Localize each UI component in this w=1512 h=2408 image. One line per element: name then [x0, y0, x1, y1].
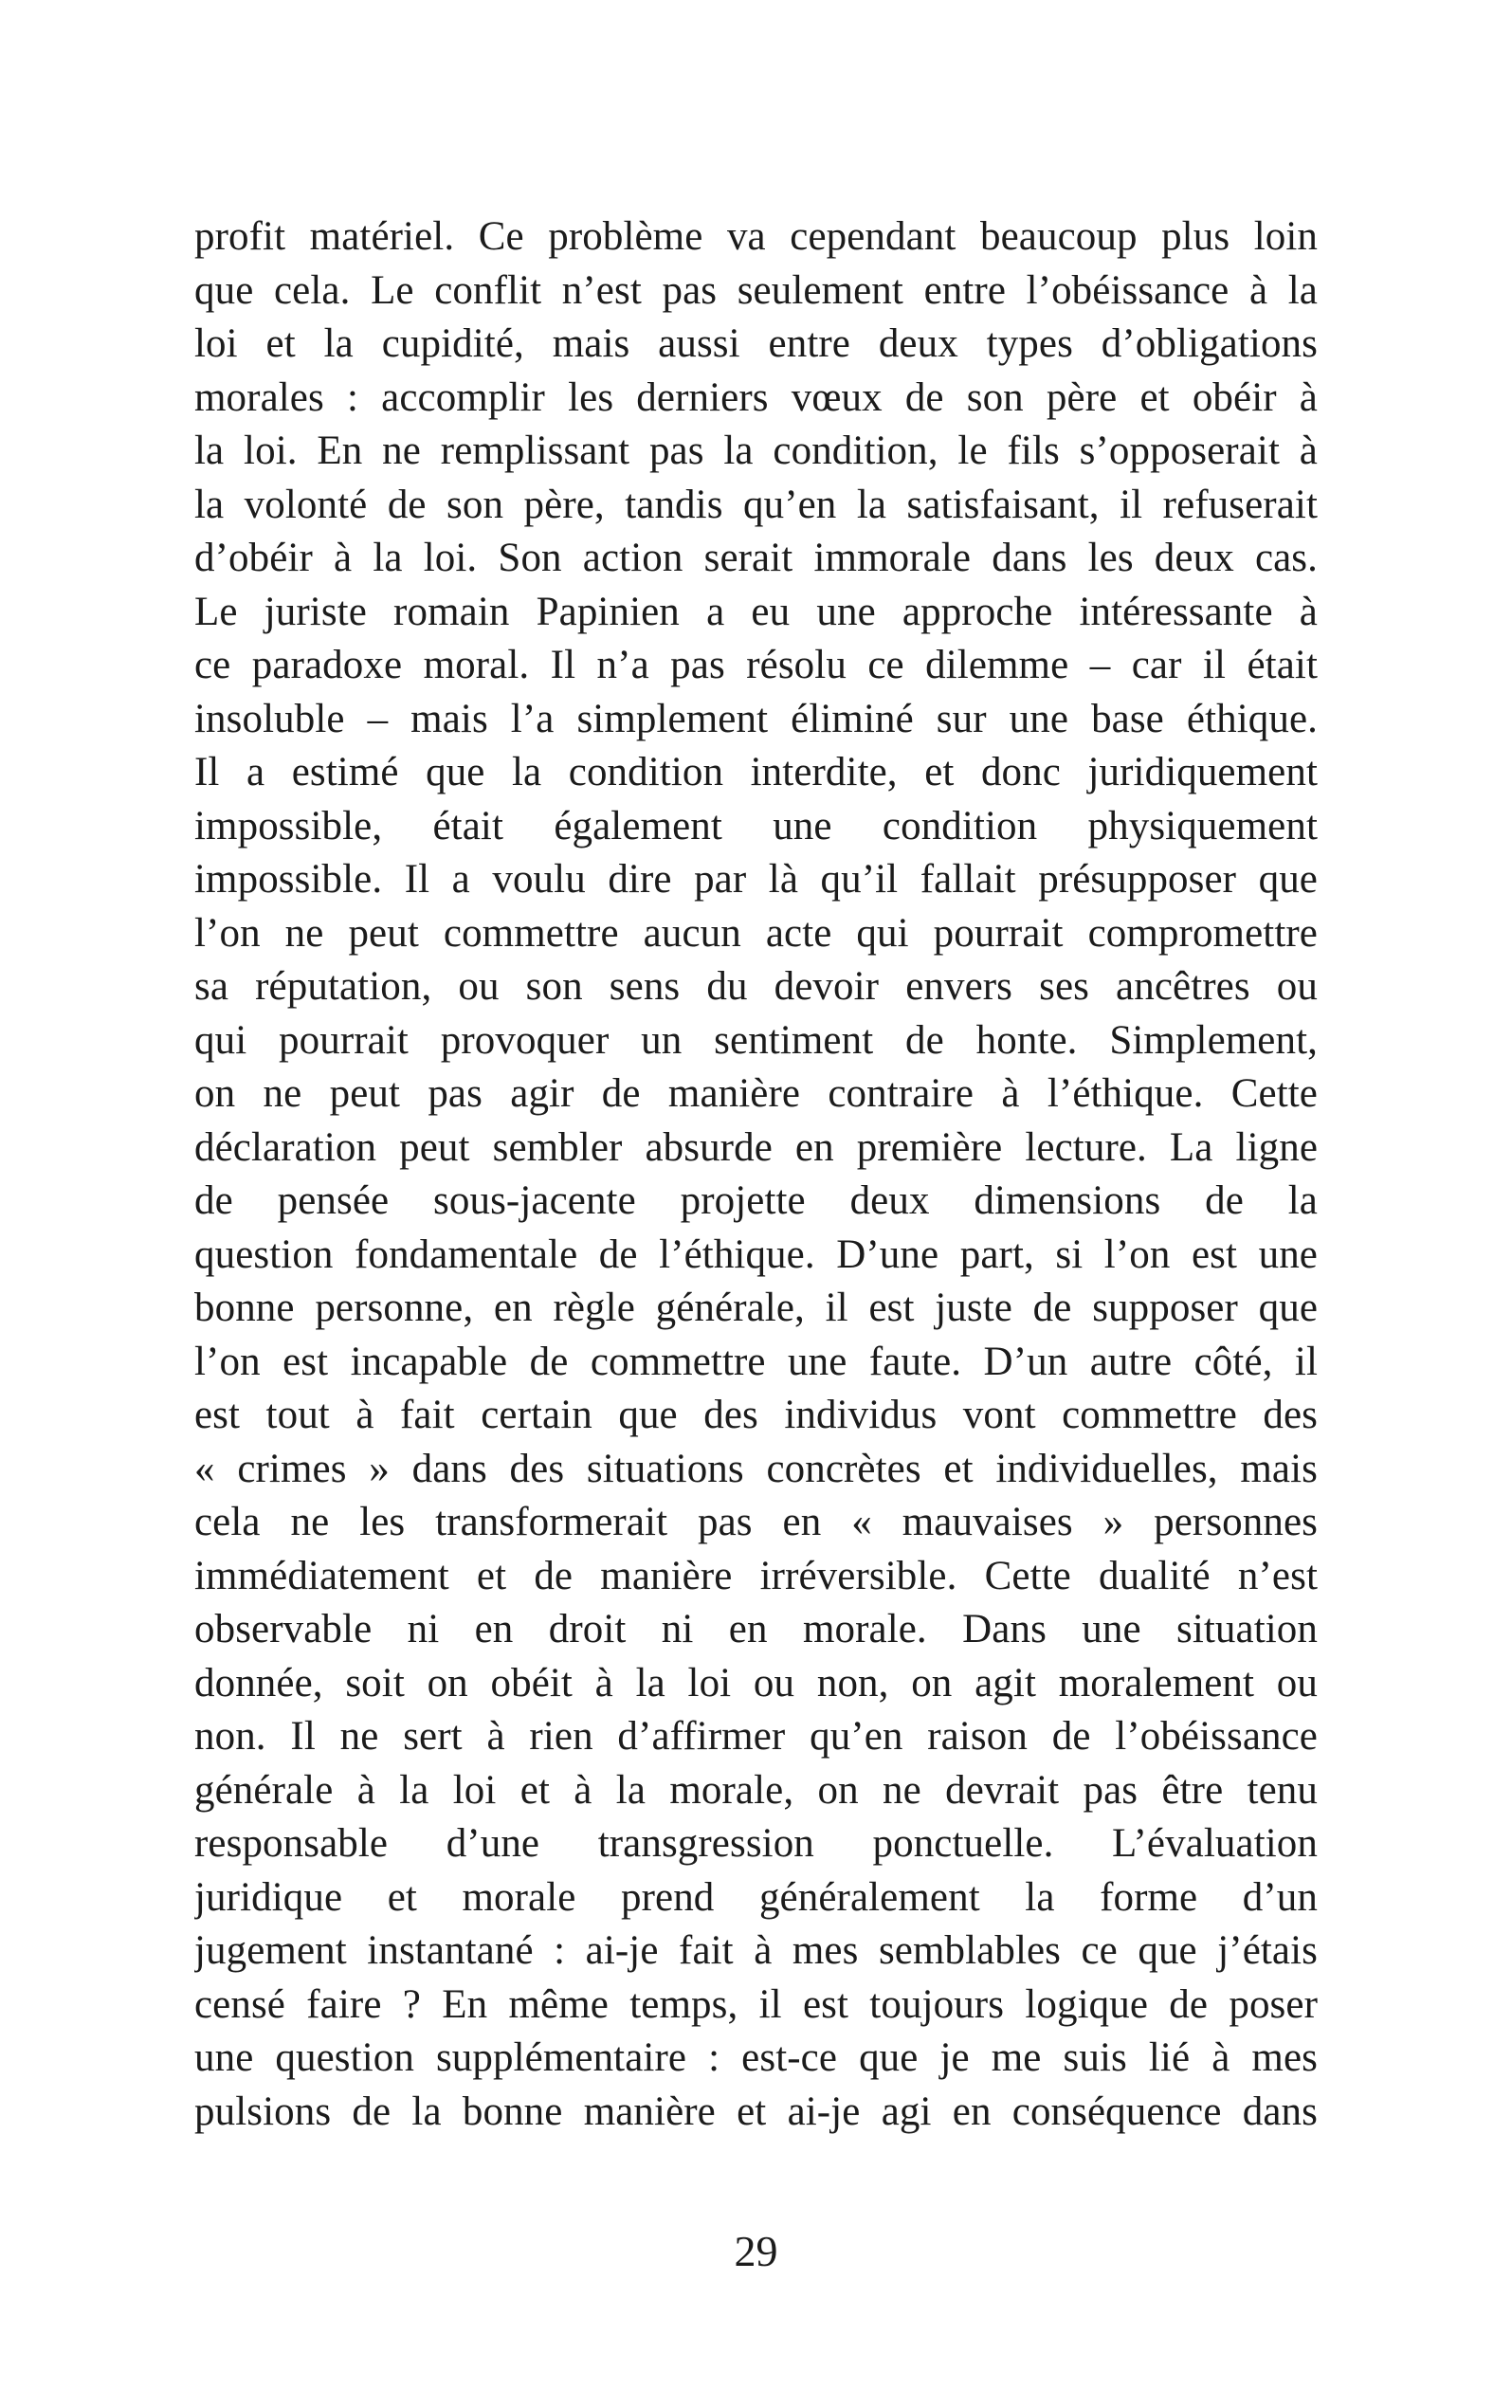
text-line: générale à la loi et à la morale, on ne devrait pas être tenu: [194, 1767, 1318, 1813]
text-line: l’on ne peut commettre aucun acte qui pourrait compromettre: [194, 910, 1318, 956]
text-line: « crimes » dans des situations concrètes et individuelles, mais: [194, 1446, 1318, 1491]
text-line: la loi. En ne remplissant pas la condition, le fils s’opposerait à: [194, 429, 1318, 473]
text-line: responsable d’une transgression ponctuelle. L’évaluation: [194, 1821, 1318, 1866]
text-line: bonne personne, en règle générale, il est juste de supposer que: [194, 1286, 1318, 1330]
text-line: non. Il ne sert à rien d’affirmer qu’en raison de l’obéissance: [194, 1714, 1318, 1759]
text-line: donnée, soit on obéit à la loi ou non, on agit moralement ou: [194, 1660, 1318, 1706]
text-line: de pensée sous-jacente projette deux dimensions de la: [194, 1178, 1318, 1223]
text-line: loi et la cupidité, mais aussi entre deux types d’obligations: [194, 321, 1318, 366]
text-line: profit matériel. Ce problème va cependant beaucoup plus loin: [194, 214, 1318, 259]
text-line: morales : accomplir les derniers vœux de son père et obéir à: [194, 374, 1318, 420]
text-line: déclaration peut sembler absurde en première lecture. La ligne: [194, 1124, 1318, 1170]
text-line: on ne peut pas agir de manière contraire à l’éthique. Cette: [194, 1071, 1318, 1116]
text-line: insoluble – mais l’a simplement éliminé sur une base éthique.: [194, 696, 1318, 741]
text-line: sa réputation, ou son sens du devoir envers ses ancêtres ou: [194, 964, 1318, 1009]
body-text: [194, 210, 1318, 2139]
text-line: une question supplémentaire : est-ce que je me suis lié à mes: [194, 2035, 1318, 2080]
text-line: ce paradoxe moral. Il n’a pas résolu ce dilemme – car il était: [194, 643, 1318, 687]
text-line: impossible. Il a voulu dire par là qu’il fallait présupposer que: [194, 857, 1318, 902]
text-line: que cela. Le conflit n’est pas seulement entre l’obéissance à la: [194, 267, 1318, 313]
text-line: jugement instantané : ai-je fait à mes semblables ce que j’étais: [194, 1928, 1318, 1973]
text-line: qui pourrait provoquer un sentiment de honte. Simplement,: [194, 1017, 1318, 1063]
text-line: la volonté de son père, tandis qu’en la satisfaisant, il refuserait: [194, 482, 1318, 527]
text-line: juridique et morale prend généralement la forme d’un: [194, 1874, 1318, 1920]
text-line: d’obéir à la loi. Son action serait immorale dans les deux cas.: [194, 536, 1318, 580]
text-line: impossible, était également une condition physiquement: [194, 803, 1318, 848]
text-line: Le juriste romain Papinien a eu une approche intéressante à: [194, 589, 1318, 634]
text-line: l’on est incapable de commettre une faute. D’un autre côté, il: [194, 1339, 1318, 1384]
text-line: pulsions de la bonne manière et ai-je agi en conséquence dans: [194, 2089, 1318, 2134]
text-line: censé faire ? En même temps, il est toujours logique de poser: [194, 1981, 1318, 2027]
text-line: Il a estimé que la condition interdite, et donc juridiquement: [194, 750, 1318, 794]
text-line: cela ne les transformerait pas en « mauvaises » personnes: [194, 1500, 1318, 1544]
text-line: est tout à fait certain que des individus vont commettre des: [194, 1393, 1318, 1437]
text-line: immédiatement et de manière irréversible. Cette dualité n’est: [194, 1553, 1318, 1598]
text-line: question fondamentale de l’éthique. D’une part, si l’on est une: [194, 1231, 1318, 1277]
text-line: observable ni en droit ni en morale. Dans une situation: [194, 1607, 1318, 1651]
page-number: 29: [734, 2227, 778, 2275]
